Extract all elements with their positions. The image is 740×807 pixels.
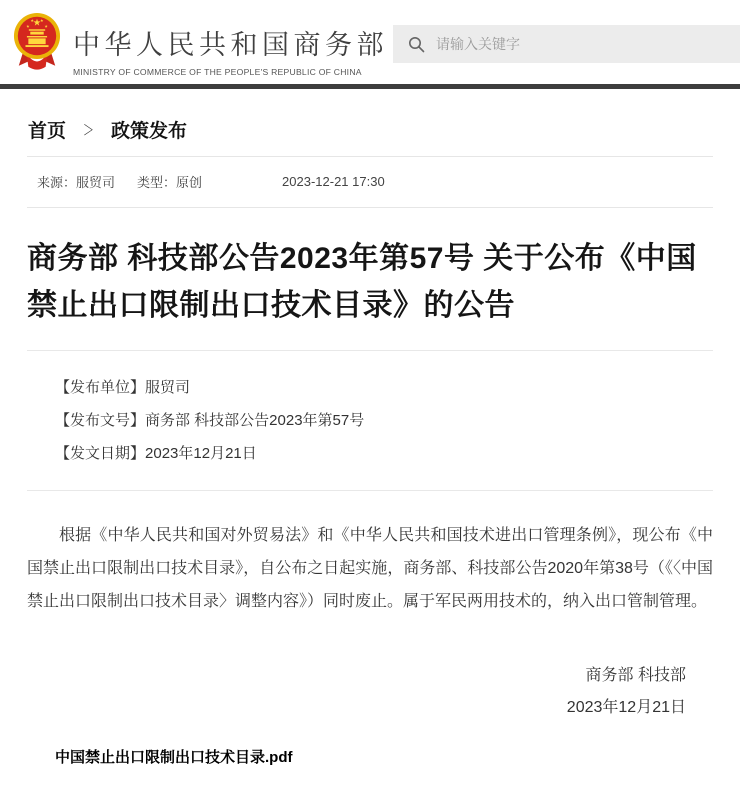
breadcrumb: [27, 89, 713, 156]
meta-type: 类型：原创: [137, 175, 203, 190]
attachment-pdf-link[interactable]: 中国禁止出口限制出口技术目录.pdf: [55, 749, 293, 766]
info-value: 商务部 科技部公告2023年第57号: [145, 412, 365, 429]
divider-line: [27, 207, 713, 208]
article-meta-row: [27, 157, 713, 207]
info-value: 2023年12月21日: [145, 445, 257, 462]
info-value: 服贸司: [145, 379, 191, 396]
national-emblem-logo[interactable]: [13, 12, 61, 72]
breadcrumb-section-link[interactable]: 政策发布: [111, 121, 188, 142]
chevron-right-icon: ＞: [82, 122, 95, 139]
info-label: 【发布文号】: [55, 412, 146, 429]
search-icon[interactable]: [408, 36, 425, 53]
signature-org: 商务部 科技部: [585, 667, 686, 684]
signature-date: 2023年12月21日: [566, 699, 686, 716]
site-header: [0, 0, 740, 84]
article-info-box: [27, 350, 713, 491]
site-title-en: MINISTRY OF COMMERCE OF THE PEOPLE'S REPUBLIC OF CHINA: [73, 67, 362, 77]
attachment-row: [27, 746, 713, 767]
meta-datetime: 2023-12-21 17:30: [282, 174, 385, 189]
site-title-cn: 中华人民共和国商务部: [73, 30, 388, 60]
article-signature: [27, 660, 713, 724]
info-row-issuing-unit: [55, 371, 713, 404]
info-row-issue-date: [55, 437, 713, 470]
meta-source: 来源：服贸司: [37, 175, 116, 190]
article-title: 商务部 科技部公告2023年第57号 关于公布《中国禁止出口限制出口技术目录》的公告: [27, 242, 697, 322]
site-branding: [73, 23, 388, 77]
info-label: 【发布单位】: [55, 379, 146, 396]
search-bar: [393, 25, 740, 63]
article-body-paragraph: 根据《中华人民共和国对外贸易法》和《中华人民共和国技术进出口管理条例》，现公布《中国禁止出口限制出口技术目录》，自公布之日起实施，商务部、科技部公告2020年第38号（《〈中国禁止出口限制出口技术目录〉调整内容》）同时废止。属于军民两用技术的，纳入出口管制管理。: [27, 527, 713, 610]
breadcrumb-home-link[interactable]: 首页: [28, 121, 67, 142]
search-input[interactable]: [436, 36, 676, 52]
info-row-document-number: [55, 404, 713, 437]
main-content: [0, 89, 740, 767]
info-label: 【发文日期】: [55, 445, 146, 462]
